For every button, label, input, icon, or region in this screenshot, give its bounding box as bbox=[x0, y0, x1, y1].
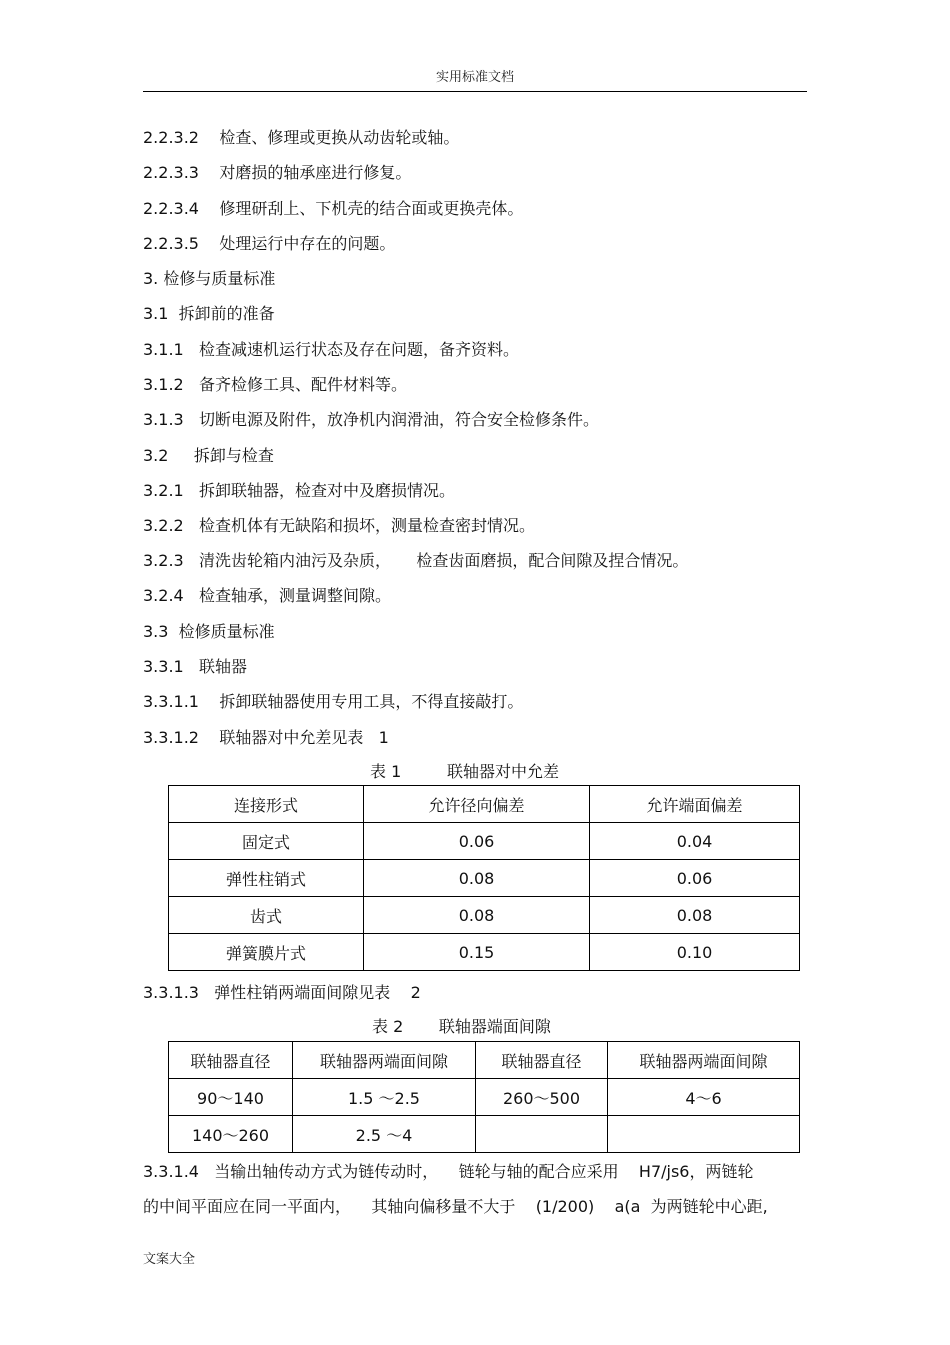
section-3-3-1-2: 3.3.1.2 联轴器对中允差见表 1 bbox=[143, 728, 389, 747]
table-cell: 固定式 bbox=[169, 823, 364, 860]
table-cell: 0.08 bbox=[590, 897, 800, 934]
table-header-cell: 联轴器直径 bbox=[169, 1042, 293, 1079]
table-cell: 2.5 ～4 bbox=[293, 1116, 476, 1153]
table-row bbox=[169, 823, 800, 860]
section-2-2-3-5: 2.2.3.5 处理运行中存在的问题。 bbox=[143, 234, 396, 253]
table-cell: 弹性柱销式 bbox=[169, 860, 364, 897]
section-3-heading: 3. 检修与质量标准 bbox=[143, 269, 276, 288]
section-3-3-1-4: 3.3.1.4 当输出轴传动方式为链传动时， 链轮与轴的配合应采用 H7/js6，两链轮 bbox=[143, 1162, 754, 1181]
table-cell bbox=[608, 1116, 800, 1153]
section-3-2-2: 3.2.2 检查机体有无缺陷和损坏，测量检查密封情况。 bbox=[143, 516, 535, 535]
table-header-cell: 联轴器两端面间隙 bbox=[293, 1042, 476, 1079]
section-3-1-3: 3.1.3 切断电源及附件，放净机内润滑油，符合安全检修条件。 bbox=[143, 410, 599, 429]
section-3-2-1: 3.2.1 拆卸联轴器，检查对中及磨损情况。 bbox=[143, 481, 455, 500]
table-header-cell: 允许端面偏差 bbox=[590, 786, 800, 823]
section-3-3-1-4-continued: 的中间平面应在同一平面内， 其轴向偏移量不大于 (1/200) a(a 为两链轮中心距, bbox=[143, 1197, 768, 1216]
page-header: 实用标准文档 bbox=[435, 70, 514, 85]
table-cell: 1.5 ～2.5 bbox=[293, 1079, 476, 1116]
table-row bbox=[169, 934, 800, 971]
section-3-2-heading: 3.2 拆卸与检查 bbox=[143, 446, 274, 465]
table-cell: 0.10 bbox=[590, 934, 800, 971]
table-header-row bbox=[169, 1042, 800, 1079]
page-footer: 文案大全 bbox=[143, 1252, 196, 1267]
section-3-2-3: 3.2.3 清洗齿轮箱内油污及杂质， 检查齿面磨损，配合间隙及捏合情况。 bbox=[143, 551, 689, 570]
section-3-3-1-1: 3.3.1.1 拆卸联轴器使用专用工具，不得直接敲打。 bbox=[143, 692, 524, 711]
table-2-caption: 表 2 联轴器端面间隙 bbox=[372, 1017, 551, 1036]
section-3-3-1-heading: 3.3.1 联轴器 bbox=[143, 657, 247, 676]
table-cell: 0.06 bbox=[364, 823, 590, 860]
table-cell: 0.15 bbox=[364, 934, 590, 971]
section-3-1-heading: 3.1 拆卸前的准备 bbox=[143, 304, 275, 323]
table-cell: 4～6 bbox=[608, 1079, 800, 1116]
table-header-cell: 允许径向偏差 bbox=[364, 786, 590, 823]
table-header-cell: 连接形式 bbox=[169, 786, 364, 823]
table-cell: 140～260 bbox=[169, 1116, 293, 1153]
section-2-2-3-3: 2.2.3.3 对磨损的轴承座进行修复。 bbox=[143, 163, 412, 182]
table-header-cell: 联轴器直径 bbox=[476, 1042, 608, 1079]
section-2-2-3-4: 2.2.3.4 修理研刮上、下机壳的结合面或更换壳体。 bbox=[143, 199, 524, 218]
table-cell: 0.06 bbox=[590, 860, 800, 897]
section-3-1-2: 3.1.2 备齐检修工具、配件材料等。 bbox=[143, 375, 407, 394]
table-1 bbox=[168, 785, 800, 971]
section-3-1-1: 3.1.1 检查减速机运行状态及存在问题，备齐资料。 bbox=[143, 340, 519, 359]
table-2 bbox=[168, 1041, 800, 1153]
table-header-cell: 联轴器两端面间隙 bbox=[608, 1042, 800, 1079]
table-cell: 260～500 bbox=[476, 1079, 608, 1116]
table-header-row bbox=[169, 786, 800, 823]
table-row bbox=[169, 1079, 800, 1116]
table-row bbox=[169, 860, 800, 897]
section-3-3-heading: 3.3 检修质量标准 bbox=[143, 622, 275, 641]
table-cell: 0.08 bbox=[364, 860, 590, 897]
section-3-3-1-3: 3.3.1.3 弹性柱销两端面间隙见表 2 bbox=[143, 983, 421, 1002]
table-row bbox=[169, 897, 800, 934]
table-1-caption: 表 1 联轴器对中允差 bbox=[370, 762, 560, 781]
table-cell: 弹簧膜片式 bbox=[169, 934, 364, 971]
table-cell: 90～140 bbox=[169, 1079, 293, 1116]
table-cell: 0.04 bbox=[590, 823, 800, 860]
header-divider bbox=[143, 91, 807, 92]
table-cell: 0.08 bbox=[364, 897, 590, 934]
table-cell bbox=[476, 1116, 608, 1153]
table-row bbox=[169, 1116, 800, 1153]
section-3-2-4: 3.2.4 检查轴承，测量调整间隙。 bbox=[143, 586, 391, 605]
section-2-2-3-2: 2.2.3.2 检查、修理或更换从动齿轮或轴。 bbox=[143, 128, 460, 147]
table-cell: 齿式 bbox=[169, 897, 364, 934]
